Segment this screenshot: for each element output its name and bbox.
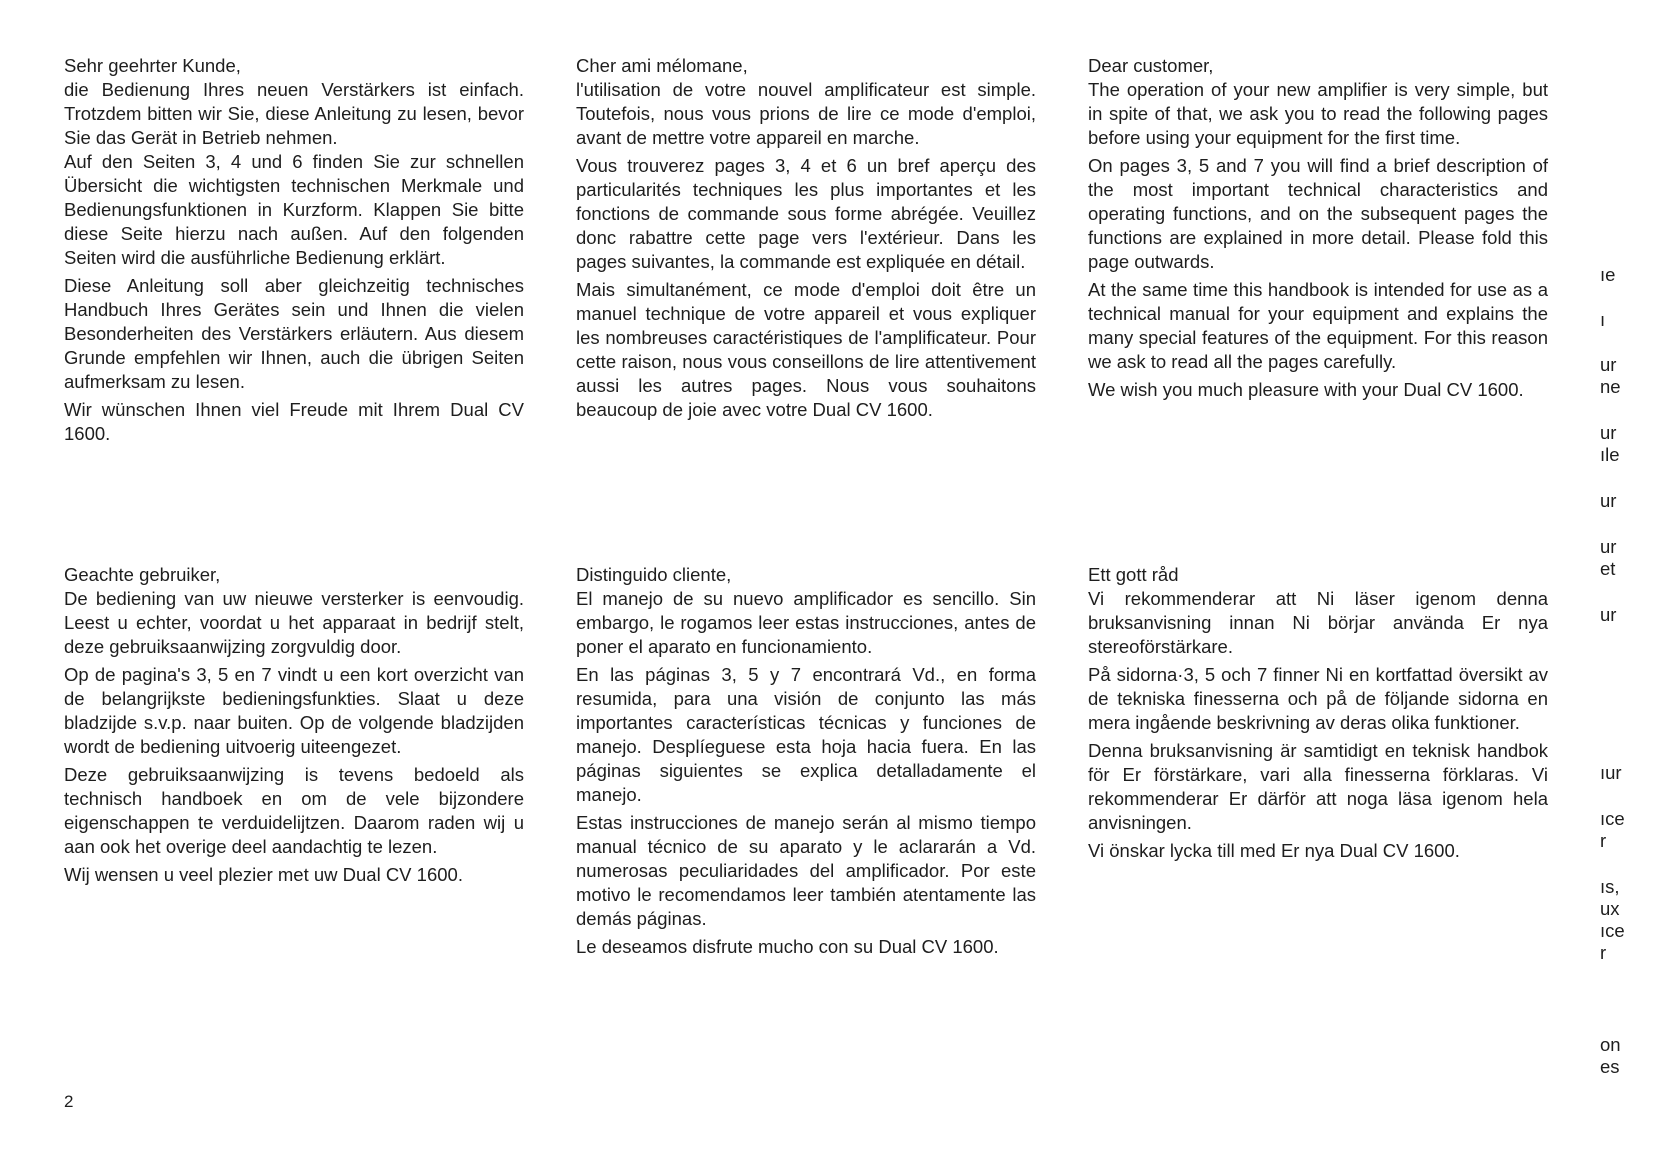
english-paragraph: On pages 3, 5 and 7 you will find a brief description of the most important technical characteristics and operating functions, and on the subsequent pages the functions are explained in more detail. Please fold this page outwards. bbox=[1088, 155, 1548, 272]
french-paragraph: Vous trouverez pages 3, 4 et 6 un bref aperçu des particularités techniques les plus importantes et les fonctions de commande sous forme abrégée. Veuillez donc rabattre cette page vers l'extérieur. Dans les pages suivantes, la commande est expliquée en détail. bbox=[576, 155, 1036, 272]
edge-fragment: es bbox=[1600, 1056, 1620, 1077]
french-text-block bbox=[576, 54, 1036, 426]
german-paragraph: Wir wünschen Ihnen viel Freude mit Ihrem Dual CV 1600. bbox=[64, 399, 524, 444]
edge-fragment: ıe bbox=[1600, 264, 1616, 285]
dutch-greeting: Geachte gebruiker, bbox=[64, 564, 221, 585]
edge-fragment: ur bbox=[1600, 604, 1617, 625]
adjacent-page-edge bbox=[1600, 0, 1663, 1160]
english-paragraph: At the same time this handbook is intended for use as a technical manual for your equipment and explains the many special features of the equipment. For this reason we ask to read all the pages carefully. bbox=[1088, 279, 1548, 372]
swedish-paragraph: På sidorna·3, 5 och 7 finner Ni en kortfattad översikt av de tekniska finesserna och på de följande sidorna en mera ingående beskrivning av deras olika funktioner. bbox=[1088, 664, 1548, 733]
german-paragraph: Auf den Seiten 3, 4 und 6 finden Sie zur schnellen Übersicht die wichtigsten technischen Merkmale und Bedienungsfunktionen in Kurzform. Klappen Sie bitte diese Seite hierzu nach außen. Auf den folgenden Seiten wird die ausführliche Bedienung erklärt. bbox=[64, 151, 524, 268]
swedish-paragraph: Vi önskar lycka till med Er nya Dual CV 1600. bbox=[1088, 840, 1460, 861]
dutch-paragraph: Deze gebruiksaanwijzing is tevens bedoeld als technisch handboek en om de vele bijzondere eigenschappen te verduidelijtzen. Daarom raden wij u aan ook het overige deel aandachtig te lezen. bbox=[64, 764, 524, 857]
dutch-paragraph: Wij wensen u veel plezier met uw Dual CV 1600. bbox=[64, 864, 463, 885]
swedish-paragraph: Vi rekommenderar att Ni läser igenom denna bruksanvisning innan Ni börjar använda Er nya stereoförstärkare. bbox=[1088, 588, 1548, 657]
edge-fragment: ıle bbox=[1600, 444, 1620, 465]
spanish-greeting: Distinguido cliente, bbox=[576, 564, 732, 585]
french-greeting: Cher ami mélomane, bbox=[576, 55, 748, 76]
german-greeting: Sehr geehrter Kunde, bbox=[64, 55, 241, 76]
spanish-text-block bbox=[576, 563, 1036, 963]
page-number: 2 bbox=[64, 1092, 74, 1111]
edge-fragment: ur bbox=[1600, 354, 1617, 375]
dutch-text-block bbox=[64, 563, 524, 891]
spanish-paragraph: Le deseamos disfrute mucho con su Dual CV 1600. bbox=[576, 936, 999, 957]
french-paragraph: Mais simultanément, ce mode d'emploi doit être un manuel technique de votre appareil et vous expliquer les nombreuses caractéristiques de l'amplificateur. Pour cette raison, nous vous conseillons de lire attentivement aussi les autres pages. Nous vous souhaitons beaucoup de joie avec votre Dual CV 1600. bbox=[576, 279, 1036, 420]
edge-fragment: et bbox=[1600, 558, 1616, 579]
swedish-greeting: Ett gott råd bbox=[1088, 564, 1179, 585]
dutch-paragraph: De bediening van uw nieuwe versterker is eenvoudig. Leest u echter, voordat u het apparaat in bedrijf stelt, deze gebruiksaanwijzing zorgvuldig door. bbox=[64, 588, 524, 657]
english-greeting: Dear customer, bbox=[1088, 55, 1214, 76]
spanish-paragraph: Estas instrucciones de manejo serán al mismo tiempo manual técnico de su aparato y le aclararán a Vd. numerosas peculiaridades del amplificador. Por este motivo le recomendamos leer también atentamente las demás páginas. bbox=[576, 812, 1036, 929]
swedish-paragraph: Denna bruksanvisning är samtidigt en teknisk handbok för Er förstärkare, vari alla finesserna förklaras. Vi rekommenderar Er därför att noga läsa igenom hela anvisningen. bbox=[1088, 740, 1548, 833]
spanish-paragraph: En las páginas 3, 5 y 7 encontrará Vd., en forma resumida, para una visión de conjunto las más importantes características técnicas y funciones de manejo. Desplíeguese esta hoja hacia fuera. En las páginas siguientes se explica detalladamente el manejo. bbox=[576, 664, 1036, 805]
german-paragraph: die Bedienung Ihres neuen Verstärkers ist einfach. Trotzdem bitten wir Sie, diese Anleitung zu lesen, bevor Sie das Gerät in Betrieb nehmen. bbox=[64, 79, 524, 148]
edge-fragment: ıur bbox=[1600, 762, 1622, 783]
english-text-block bbox=[1088, 54, 1548, 406]
german-text-block bbox=[64, 54, 524, 450]
french-paragraph: l'utilisation de votre nouvel amplificateur est simple. Toutefois, nous vous prions de lire ce mode d'emploi, avant de mettre votre appareil en marche. bbox=[576, 79, 1036, 148]
edge-fragment: ux bbox=[1600, 898, 1620, 919]
dutch-paragraph: Op de pagina's 3, 5 en 7 vindt u een kort overzicht van de belangrijkste bedieningsfunkties. Slaat u deze bladzijde s.v.p. naar buiten. Op de volgende bladzijden wordt de bediening uitvoerig uiteengezet. bbox=[64, 664, 524, 757]
edge-fragment: r bbox=[1600, 942, 1607, 963]
edge-fragment: ıce bbox=[1600, 808, 1625, 829]
edge-fragment: r bbox=[1600, 830, 1607, 851]
edge-fragment: ur bbox=[1600, 536, 1617, 557]
spanish-paragraph: El manejo de su nuevo amplificador es sencillo. Sin embargo, le rogamos leer estas instrucciones, antes de poner el aparato en funcionamiento. bbox=[576, 588, 1036, 657]
edge-fragment: ur bbox=[1600, 490, 1617, 511]
english-paragraph: The operation of your new amplifier is very simple, but in spite of that, we ask you to read the following pages before using your equipment for the first time. bbox=[1088, 79, 1548, 148]
edge-fragment: ur bbox=[1600, 422, 1617, 443]
swedish-text-block bbox=[1088, 563, 1548, 867]
edge-fragment: ne bbox=[1600, 376, 1621, 397]
edge-fragment: ıce bbox=[1600, 920, 1625, 941]
english-paragraph: We wish you much pleasure with your Dual CV 1600. bbox=[1088, 379, 1524, 400]
german-paragraph: Diese Anleitung soll aber gleichzeitig technisches Handbuch Ihres Gerätes sein und Ihnen die vielen Besonderheiten des Verstärkers erläutern. Aus diesem Grunde empfehlen wir Ihnen, auch die übrigen Seiten aufmerksam zu lesen. bbox=[64, 275, 524, 392]
edge-fragment: ıs, bbox=[1600, 876, 1620, 897]
edge-fragment: ı bbox=[1600, 309, 1606, 330]
edge-fragment: on bbox=[1600, 1034, 1621, 1055]
